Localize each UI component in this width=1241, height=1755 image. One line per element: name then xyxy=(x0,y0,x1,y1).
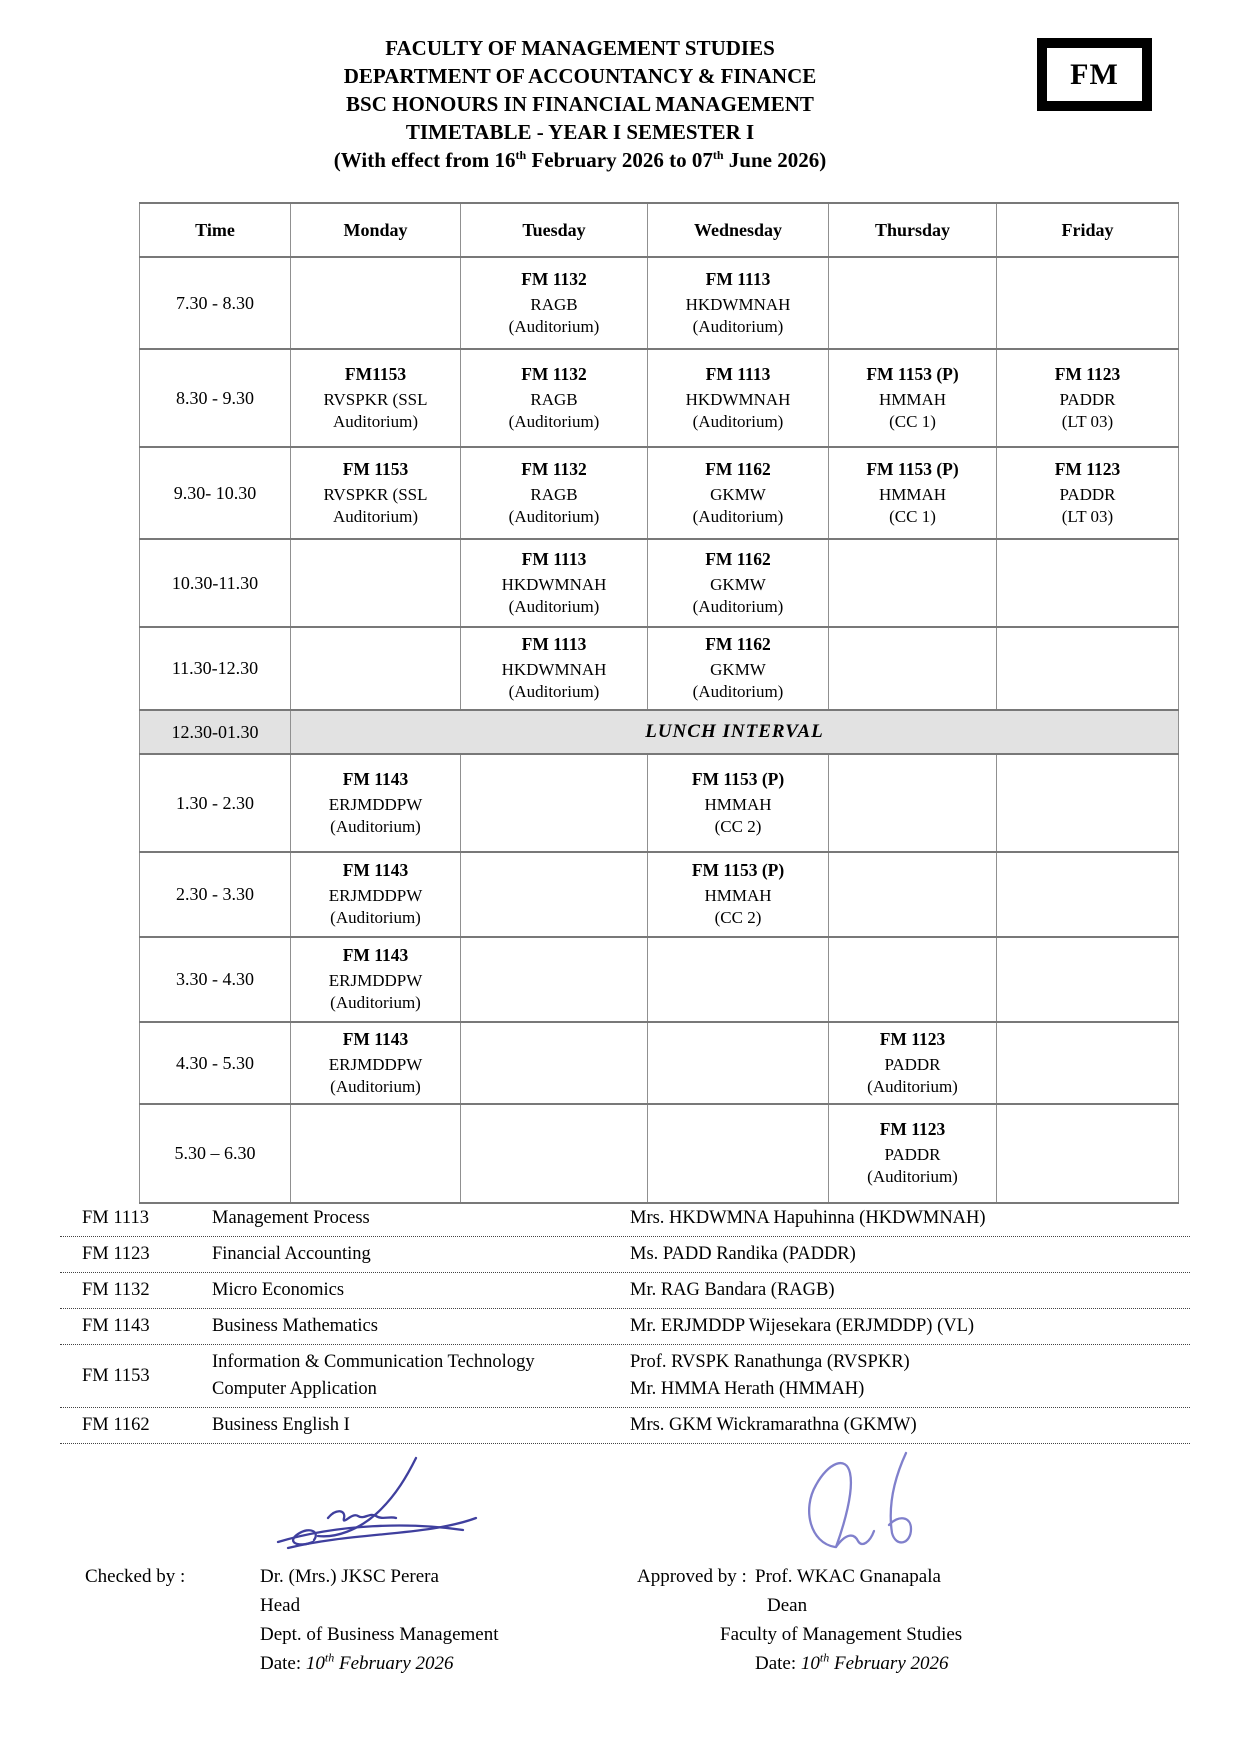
session-cell xyxy=(291,627,461,710)
column-header-time: Time xyxy=(140,203,291,257)
legend-lecturer xyxy=(630,1313,1190,1340)
approved-date-rest: February 2026 xyxy=(829,1653,949,1674)
legend-row xyxy=(60,1201,1190,1237)
course-code: FM 1153 (P) xyxy=(866,363,959,384)
legend-row xyxy=(60,1408,1190,1444)
column-header-thursday: Thursday xyxy=(829,203,997,257)
timetable-row xyxy=(140,539,1179,627)
course-code: FM 1162 xyxy=(705,634,771,654)
session-detail: (Auditorium) xyxy=(508,411,600,431)
approved-by-date xyxy=(755,1649,962,1678)
timetable-row xyxy=(140,447,1179,539)
column-header-friday: Friday xyxy=(997,203,1179,257)
course-code: FM 1143 xyxy=(342,1028,409,1049)
session-cell xyxy=(648,349,829,447)
time-slot: 2.30 - 3.30 xyxy=(140,852,291,937)
session-detail: (CC 1) xyxy=(889,411,936,431)
lunch-row xyxy=(140,710,1179,754)
course-legend xyxy=(60,1201,1190,1444)
lunch-interval-cell: LUNCH INTERVAL xyxy=(291,710,1179,754)
checked-by-label: Checked by : xyxy=(85,1566,186,1587)
column-header-wednesday: Wednesday xyxy=(648,203,829,257)
legend-course-code: FM 1123 xyxy=(82,1244,150,1264)
session-cell xyxy=(648,539,829,627)
course-code: FM 1153 (P) xyxy=(691,768,785,789)
session-detail: RAGB xyxy=(530,389,578,409)
fm-logo-text: FM xyxy=(1070,57,1119,91)
session-cell xyxy=(291,852,461,937)
session-detail: (Auditorium) xyxy=(330,993,421,1012)
time-slot: 11.30-12.30 xyxy=(140,627,291,710)
time-slot: 5.30 – 6.30 xyxy=(140,1104,291,1203)
time-slot: 12.30-01.30 xyxy=(140,710,291,754)
legend-row xyxy=(60,1273,1190,1309)
course-code: FM 1162 xyxy=(705,548,771,569)
legend-lecturer xyxy=(630,1412,1190,1439)
timetable-row xyxy=(140,349,1179,447)
course-code: FM 1153 xyxy=(342,458,409,479)
session-detail: HKDWMNAH xyxy=(685,294,791,314)
timetable-row xyxy=(140,937,1179,1022)
course-code: FM 1153 (P) xyxy=(691,860,785,880)
legend-course-line: Micro Economics xyxy=(212,1280,345,1300)
session-cell xyxy=(291,447,461,539)
session-detail: (LT 03) xyxy=(1061,506,1114,526)
session-detail: RVSPKR (SSL xyxy=(323,484,428,504)
session-cell xyxy=(997,349,1179,447)
session-cell xyxy=(291,937,461,1022)
approved-date-value xyxy=(800,1650,949,1674)
legend-course-line: Business English I xyxy=(212,1415,350,1435)
session-cell xyxy=(829,627,997,710)
legend-lecturer xyxy=(630,1241,1190,1268)
course-code: FM 1143 xyxy=(342,945,409,965)
session-cell xyxy=(648,852,829,937)
session-detail: (Auditorium) xyxy=(508,316,600,336)
checked-by-date xyxy=(260,1649,499,1678)
session-cell xyxy=(648,627,829,710)
session-detail: (Auditorium) xyxy=(692,316,784,336)
course-code: FM 1123 xyxy=(1054,363,1121,384)
session-cell xyxy=(461,852,648,937)
session-detail: Auditorium) xyxy=(333,506,418,526)
legend-course-name xyxy=(212,1313,630,1340)
legend-course-line: Financial Accounting xyxy=(212,1244,371,1264)
session-detail: HKDWMNAH xyxy=(501,660,607,679)
session-detail: (Auditorium) xyxy=(330,908,421,927)
course-code: FM1153 xyxy=(344,363,407,384)
session-cell xyxy=(648,1022,829,1104)
legend-lecturer xyxy=(630,1277,1190,1304)
session-detail: RVSPKR (SSL xyxy=(323,389,428,409)
timetable-row xyxy=(140,852,1179,937)
timetable xyxy=(139,202,1179,1204)
session-cell xyxy=(648,937,829,1022)
checked-by-content xyxy=(260,1562,499,1678)
course-code: FM 1143 xyxy=(342,768,409,789)
legend-lecturer xyxy=(630,1205,1190,1232)
approved-by-content xyxy=(720,1562,963,1678)
time-slot: 9.30- 10.30 xyxy=(140,447,291,539)
legend-course-name xyxy=(212,1205,630,1232)
effective-p2: February 2026 to 07 xyxy=(526,148,713,172)
session-cell xyxy=(829,852,997,937)
column-header-monday: Monday xyxy=(291,203,461,257)
legend-course-name xyxy=(212,1349,630,1403)
checked-by-block xyxy=(85,1562,585,1692)
timetable-title: TIMETABLE - YEAR I SEMESTER I xyxy=(405,120,755,144)
effective-p3: June 2026) xyxy=(723,148,827,172)
course-code: FM 1113 xyxy=(705,268,771,289)
session-cell xyxy=(829,257,997,349)
column-header-tuesday: Tuesday xyxy=(461,203,648,257)
session-detail: ERJMDDPW xyxy=(328,794,423,814)
legend-lecturer-line: Prof. RVSPK Ranathunga (RVSPKR) xyxy=(630,1352,910,1372)
session-detail: (Auditorium) xyxy=(508,506,600,526)
legend-course-code: FM 1162 xyxy=(82,1415,150,1435)
session-cell xyxy=(648,1104,829,1203)
session-detail: HMMAH xyxy=(878,484,947,504)
checked-date-value xyxy=(305,1650,454,1674)
session-cell xyxy=(829,937,997,1022)
session-cell xyxy=(997,447,1179,539)
legend-row xyxy=(60,1345,1190,1408)
session-detail: (Auditorium) xyxy=(330,816,421,836)
checked-date-label: Date: xyxy=(260,1653,302,1674)
programme-title: BSC HONOURS IN FINANCIAL MANAGEMENT xyxy=(346,92,814,116)
course-code: FM 1113 xyxy=(705,363,771,384)
session-cell xyxy=(461,937,648,1022)
course-code: FM 1123 xyxy=(879,1119,946,1139)
timetable-body xyxy=(140,257,1179,1203)
session-cell xyxy=(291,1104,461,1203)
session-detail: ERJMDDPW xyxy=(328,886,423,905)
legend-lecturer-line: Mr. HMMA Herath (HMMAH) xyxy=(630,1379,865,1399)
session-detail: GKMW xyxy=(710,484,766,504)
course-code: FM 1162 xyxy=(705,458,771,479)
session-detail: HMMAH xyxy=(704,794,772,814)
session-detail: (Auditorium) xyxy=(508,596,600,616)
course-code: FM 1132 xyxy=(521,363,587,384)
legend-course-name xyxy=(212,1241,630,1268)
checked-date-sup: th xyxy=(324,1650,335,1665)
session-cell xyxy=(461,447,648,539)
session-cell xyxy=(997,1022,1179,1104)
session-cell xyxy=(461,1104,648,1203)
session-detail: RAGB xyxy=(530,294,578,314)
faculty-title: FACULTY OF MANAGEMENT STUDIES xyxy=(385,36,775,60)
legend-lecturer-line: Mrs. GKM Wickramarathna (GKMW) xyxy=(630,1415,917,1435)
session-cell xyxy=(997,754,1179,852)
timetable-head xyxy=(140,203,1179,257)
legend-course-line: Business Mathematics xyxy=(212,1316,378,1336)
session-detail: PADDR xyxy=(1059,484,1116,504)
effective-p1: (With effect from 16 xyxy=(333,148,516,172)
session-cell xyxy=(461,349,648,447)
session-cell xyxy=(829,447,997,539)
session-detail: PADDR xyxy=(1059,389,1116,409)
checked-by-org: Dept. of Business Management xyxy=(260,1624,499,1645)
session-cell xyxy=(291,349,461,447)
approved-signature-image xyxy=(788,1445,943,1560)
legend-lecturer-line: Mr. RAG Bandara (RAGB) xyxy=(630,1280,835,1300)
session-detail: PADDR xyxy=(884,1145,941,1164)
time-slot: 7.30 - 8.30 xyxy=(140,257,291,349)
checked-date-day: 10 xyxy=(305,1653,325,1674)
course-code: FM 1132 xyxy=(521,268,587,289)
session-detail: Auditorium) xyxy=(333,411,418,431)
checked-by-role: Head xyxy=(260,1595,301,1616)
fm-logo xyxy=(1037,38,1152,111)
session-cell xyxy=(829,539,997,627)
time-slot: 3.30 - 4.30 xyxy=(140,937,291,1022)
session-cell xyxy=(461,627,648,710)
course-code: FM 1153 (P) xyxy=(866,458,959,479)
session-detail: (Auditorium) xyxy=(692,506,784,526)
session-detail: GKMW xyxy=(710,574,766,594)
session-detail: ERJMDDPW xyxy=(328,971,423,990)
session-cell xyxy=(461,257,648,349)
timetable-row xyxy=(140,257,1179,349)
session-detail: PADDR xyxy=(884,1054,941,1074)
course-code: FM 1143 xyxy=(342,860,409,880)
session-detail: HMMAH xyxy=(878,389,947,409)
checked-date-rest: February 2026 xyxy=(334,1653,454,1674)
session-cell xyxy=(461,754,648,852)
course-code: FM 1132 xyxy=(521,458,587,479)
session-cell xyxy=(997,539,1179,627)
course-code: FM 1113 xyxy=(521,548,587,569)
legend-course-name xyxy=(212,1277,630,1304)
session-cell xyxy=(291,257,461,349)
session-cell xyxy=(648,447,829,539)
session-cell xyxy=(997,627,1179,710)
session-detail: GKMW xyxy=(710,660,766,679)
legend-lecturer xyxy=(630,1349,1190,1403)
effective-dates xyxy=(150,146,1010,174)
session-detail: (Auditorium) xyxy=(508,682,600,701)
legend-course-code: FM 1143 xyxy=(82,1316,150,1336)
approved-date-day: 10 xyxy=(800,1653,820,1674)
course-code: FM 1113 xyxy=(521,634,587,654)
legend-course-line: Computer Application xyxy=(212,1379,377,1399)
legend-course-line: Management Process xyxy=(212,1208,370,1228)
effective-sup2: th xyxy=(712,148,724,162)
timetable-row xyxy=(140,1104,1179,1203)
session-detail: (Auditorium) xyxy=(692,682,784,701)
session-cell xyxy=(997,937,1179,1022)
session-detail: (Auditorium) xyxy=(867,1076,958,1096)
session-detail: HKDWMNAH xyxy=(501,574,607,594)
session-cell xyxy=(461,539,648,627)
approved-date-sup: th xyxy=(819,1650,830,1665)
time-slot: 8.30 - 9.30 xyxy=(140,349,291,447)
session-cell xyxy=(291,1022,461,1104)
course-code: FM 1123 xyxy=(879,1028,946,1049)
legend-lecturer-line: Ms. PADD Randika (PADDR) xyxy=(630,1244,856,1264)
timetable-row xyxy=(140,1022,1179,1104)
approved-date-label: Date: xyxy=(755,1653,797,1674)
approved-by-role: Dean xyxy=(767,1595,808,1616)
time-slot: 10.30-11.30 xyxy=(140,539,291,627)
document-header xyxy=(150,34,1010,174)
session-detail: (Auditorium) xyxy=(692,596,784,616)
legend-row xyxy=(60,1237,1190,1273)
approved-by-block xyxy=(637,1562,1157,1692)
session-cell xyxy=(997,852,1179,937)
session-detail: (CC 2) xyxy=(714,816,762,836)
session-cell xyxy=(648,754,829,852)
legend-course-code: FM 1153 xyxy=(82,1365,150,1386)
session-detail: (LT 03) xyxy=(1061,411,1114,431)
session-detail: HKDWMNAH xyxy=(685,389,791,409)
legend-course-code: FM 1132 xyxy=(82,1280,150,1300)
time-slot: 1.30 - 2.30 xyxy=(140,754,291,852)
timetable-row xyxy=(140,627,1179,710)
legend-row xyxy=(60,1309,1190,1345)
session-cell xyxy=(291,754,461,852)
session-detail: (CC 1) xyxy=(889,506,936,526)
legend-course-name xyxy=(212,1412,630,1439)
session-detail: RAGB xyxy=(530,484,578,504)
approved-by-label: Approved by : xyxy=(637,1566,747,1587)
timetable-header-row xyxy=(140,203,1179,257)
session-cell xyxy=(997,257,1179,349)
session-cell xyxy=(829,754,997,852)
checked-signature-image xyxy=(258,1452,483,1557)
department-title: DEPARTMENT OF ACCOUNTANCY & FINANCE xyxy=(343,64,817,88)
legend-course-line: Information & Communication Technology xyxy=(212,1352,535,1372)
session-cell xyxy=(997,1104,1179,1203)
session-detail: (Auditorium) xyxy=(692,411,784,431)
session-detail: ERJMDDPW xyxy=(328,1054,423,1074)
session-cell xyxy=(829,1022,997,1104)
approved-by-name: Prof. WKAC Gnanapala xyxy=(755,1566,941,1587)
session-cell xyxy=(291,539,461,627)
session-cell xyxy=(829,349,997,447)
course-code: FM 1123 xyxy=(1054,458,1121,479)
session-detail: (CC 2) xyxy=(714,908,762,927)
approved-by-org: Faculty of Management Studies xyxy=(720,1624,963,1645)
session-cell xyxy=(648,257,829,349)
session-detail: (Auditorium) xyxy=(330,1076,421,1096)
checked-by-name: Dr. (Mrs.) JKSC Perera xyxy=(260,1566,439,1587)
session-detail: HMMAH xyxy=(704,886,772,905)
legend-course-code: FM 1113 xyxy=(82,1208,149,1228)
session-cell xyxy=(829,1104,997,1203)
legend-lecturer-line: Mrs. HKDWMNA Hapuhinna (HKDWMNAH) xyxy=(630,1208,986,1228)
legend-lecturer-line: Mr. ERJMDDP Wijesekara (ERJMDDP) (VL) xyxy=(630,1316,975,1336)
timetable-row xyxy=(140,754,1179,852)
effective-sup1: th xyxy=(515,148,527,162)
session-cell xyxy=(461,1022,648,1104)
session-detail: (Auditorium) xyxy=(867,1167,958,1186)
time-slot: 4.30 - 5.30 xyxy=(140,1022,291,1104)
